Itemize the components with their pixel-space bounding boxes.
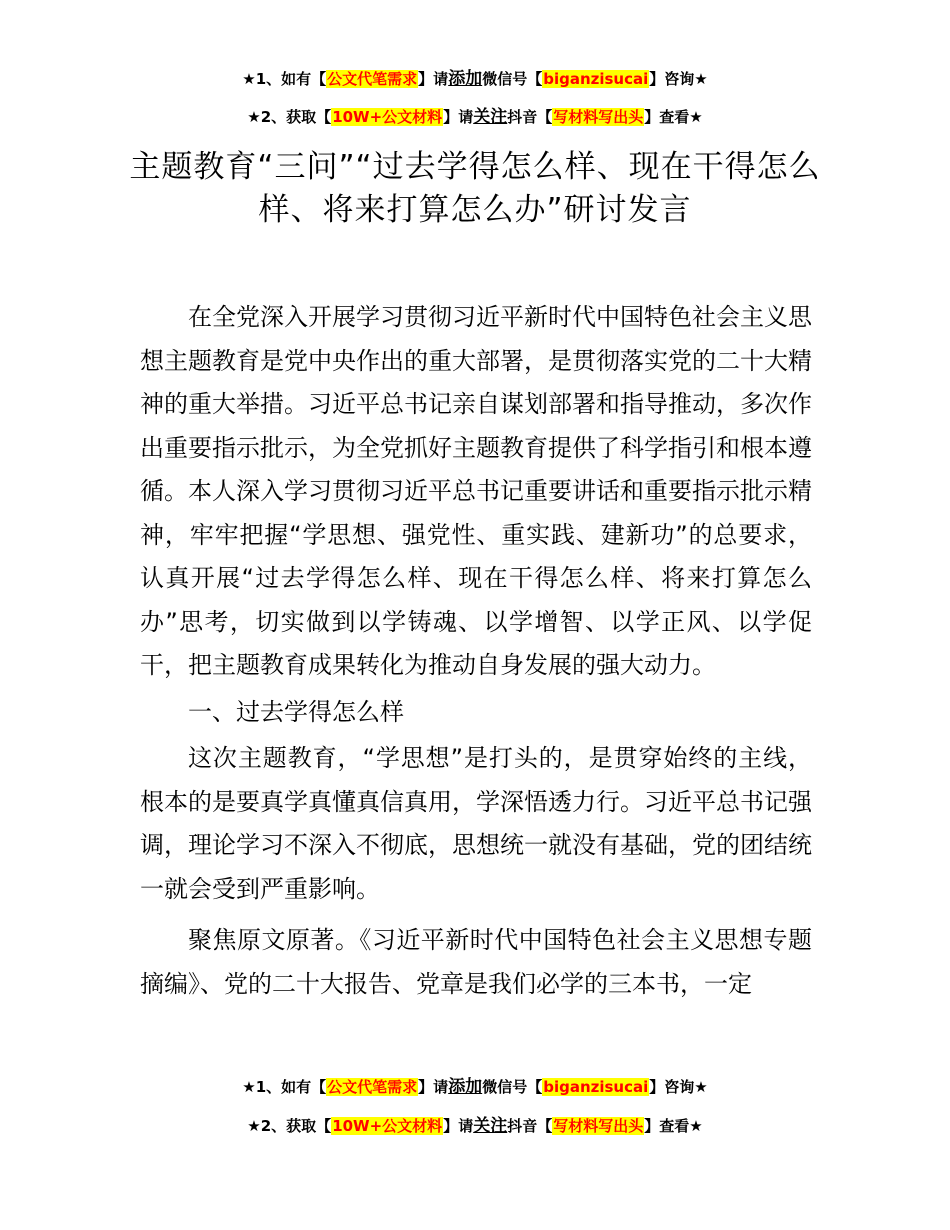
bottom-banner-line-1 — [0, 1076, 950, 1098]
highlight-wechat-id: biganzisucai — [543, 1078, 649, 1096]
document-title: 主题教育“三问”“过去学得怎么样、现在干得怎么样、将来打算怎么办”研讨发言 — [129, 149, 821, 228]
highlight-douyin-id: 写材料写出头 — [553, 1117, 644, 1135]
paragraph-intro: 在全党深入开展学习贯彻习近平新时代中国特色社会主义思想主题教育是党中央作出的重大部署，是贯彻落实党的二十大精神的重大举措。习近平总书记亲自谋划部署和指导推动，多次作出重要指示批示，为全党抓好主题教育提供了科学指引和根本遵循。本人深入学习贯彻习近平总书记重要讲话和重要指示批示精神，牢牢把握“学思想、强党性、重实践、建新功”的总要求，认真开展“过去学得怎么样、现在干得怎么样、将来打算怎么办”思考，切实做到以学铸魂、以学增智、以学正风、以学促干，把主题教育成果转化为推动自身发展的强大动力。 — [140, 303, 812, 679]
highlight-wechat-id: biganzisucai — [543, 70, 649, 88]
banner-text: ★2、获取【 — [247, 1117, 332, 1135]
banner-text: 】咨询★ — [649, 70, 708, 88]
banner-emphasis: 添加 — [448, 1077, 483, 1097]
top-banner-line-2 — [0, 106, 950, 128]
banner-text: 】请 — [418, 70, 449, 88]
banner-emphasis: 关注 — [473, 107, 508, 127]
banner-text: ★1、如有【 — [242, 70, 327, 88]
banner-text: 微信号【 — [482, 70, 543, 88]
bottom-banner-line-2 — [0, 1115, 950, 1137]
highlight-materials: 10W+公文材料 — [332, 1117, 443, 1135]
paragraph-focus-originals: 聚焦原文原著。《习近平新时代中国特色社会主义思想专题摘编》、党的二十大报告、党章是我们必学的三本书，一定 — [140, 926, 812, 998]
highlight-service: 公文代笔需求 — [327, 1078, 418, 1096]
banner-text: ★2、获取【 — [247, 108, 332, 126]
banner-emphasis: 关注 — [473, 1116, 508, 1136]
highlight-service: 公文代笔需求 — [327, 70, 418, 88]
banner-text: 】请 — [418, 1078, 449, 1096]
banner-text: 】请 — [443, 1117, 474, 1135]
top-banner-line-1 — [0, 68, 950, 90]
banner-text: ★1、如有【 — [242, 1078, 327, 1096]
document-body — [140, 296, 812, 1006]
banner-emphasis: 添加 — [448, 69, 483, 89]
banner-text: 】请 — [443, 108, 474, 126]
highlight-douyin-id: 写材料写出头 — [553, 108, 644, 126]
banner-text: 】查看★ — [644, 108, 703, 126]
section-heading-1: 一、过去学得怎么样 — [188, 697, 404, 726]
banner-text: 抖音【 — [507, 108, 553, 126]
highlight-materials: 10W+公文材料 — [332, 108, 443, 126]
banner-text: 】咨询★ — [649, 1078, 708, 1096]
paragraph-section-1: 这次主题教育，“学思想”是打头的，是贯穿始终的主线，根本的是要真学真懂真信真用，学深悟透力行。习近平总书记强调，理论学习不深入不彻底，思想统一就没有基础，党的团结统一就会受到严重影响。 — [140, 744, 812, 903]
banner-text: 抖音【 — [507, 1117, 553, 1135]
banner-text: 微信号【 — [482, 1078, 543, 1096]
banner-text: 】查看★ — [644, 1117, 703, 1135]
